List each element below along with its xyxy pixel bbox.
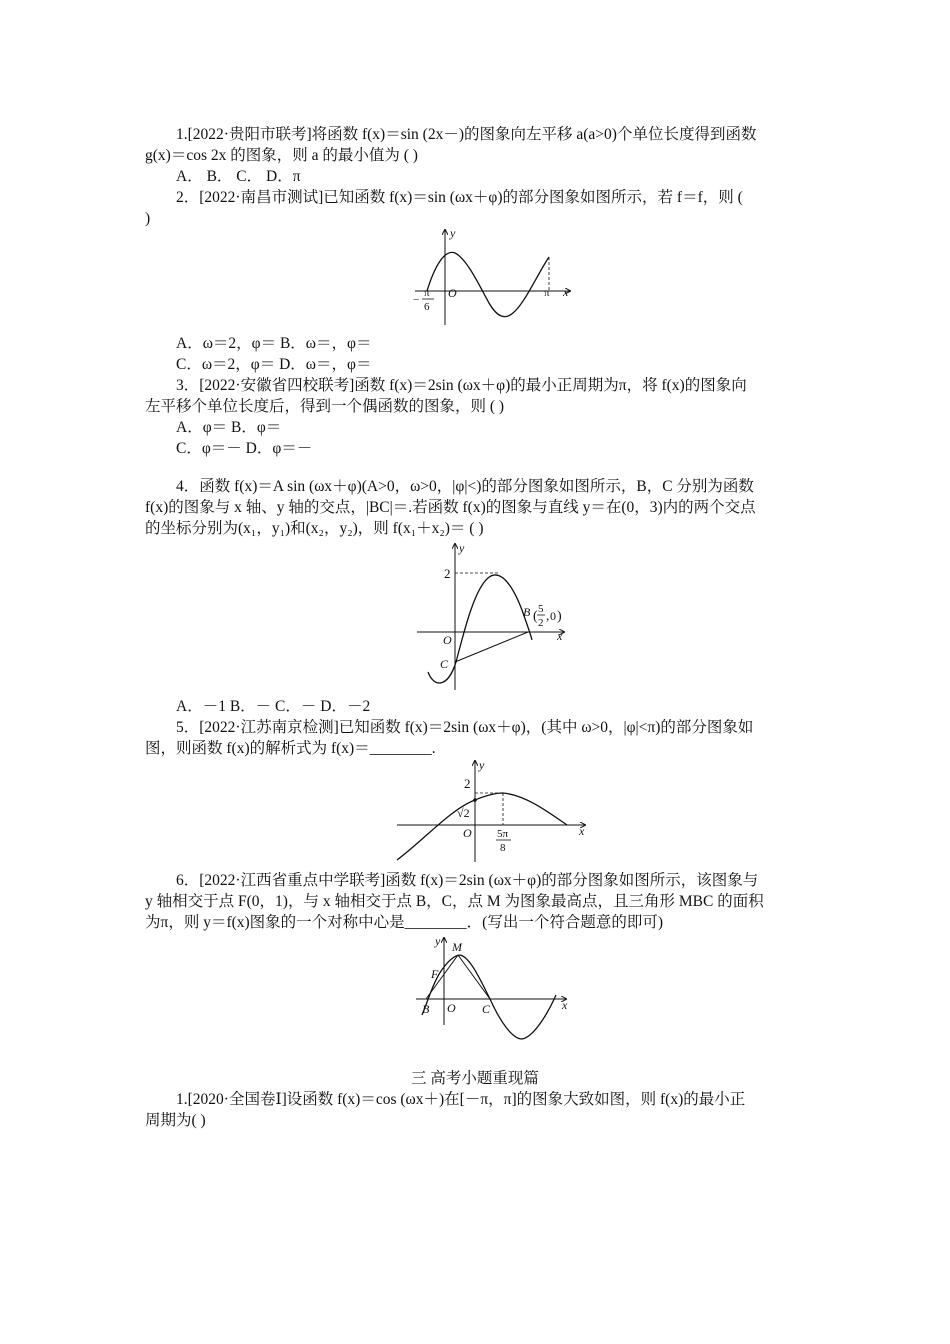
q6-figure: [414, 935, 574, 1047]
q4-b-num: 5: [538, 603, 544, 615]
q2-figure: [405, 225, 585, 330]
svg-text:(: (: [533, 609, 538, 624]
q3-options-ab: A．φ＝ B．φ＝: [176, 419, 282, 436]
q5-two: 2: [464, 776, 471, 791]
q4-two: 2: [444, 566, 451, 581]
q4-b-zero: 0: [550, 609, 556, 623]
q2-y-label: y: [450, 226, 456, 240]
q5-origin: O: [463, 826, 472, 840]
svg-text:,: ,: [546, 608, 550, 623]
q4-segment-bc: [455, 632, 528, 662]
q4-b-label: B: [523, 605, 531, 619]
q7-line2: 周期为( ): [145, 1112, 206, 1129]
q5-root2: √2: [457, 806, 470, 820]
q2-minus: −: [413, 294, 420, 306]
q2-x-label: x: [563, 285, 569, 299]
q6-line1: 6．[2022·江西省重点中学联考]函数 f(x)＝2sin (ωx＋φ)的部分图象如图所示，该图象与: [176, 872, 759, 889]
q5-num: 5π: [497, 828, 509, 840]
q2-line1: 2．[2022·南昌市测试]已知函数 f(x)＝sin (ωx＋φ)的部分图象如图所示，若 f＝f，则 (: [176, 189, 743, 206]
q6-line3: 为π，则 y＝f(x)图象的一个对称中心是________．(写出一个符合题意的即可): [145, 914, 664, 931]
q5-den: 8: [500, 842, 506, 854]
q2-line2: ): [145, 210, 151, 227]
q4-c-label: C: [440, 657, 449, 671]
q2-options-ab: A．ω＝2，φ＝ B．ω＝，φ＝: [176, 335, 372, 352]
q1-line1: 1.[2022·贵阳市联考]将函数 f(x)＝sin (2x－)的图象向左平移 a(a>0)个单位长度得到函数: [176, 126, 757, 143]
q6-origin: O: [447, 1001, 456, 1015]
q4-line2: f(x)的图象与 x 轴、y 轴的交点，|BC|＝.若函数 f(x)的图象与直线 y＝在(0，3)内的两个交点: [145, 499, 756, 516]
q6-y-label: y: [435, 934, 441, 948]
q6-f-label: F: [431, 967, 439, 981]
q3-options-cd: C．φ＝－ D．φ＝－: [176, 440, 313, 457]
q6-c-label: C: [482, 1002, 491, 1016]
q4-line3: 的坐标分别为(x₁，y₁)和(x₂，y₂)，则 f(x₁＋x₂)＝ ( ): [145, 520, 484, 537]
q6-b-label: B: [422, 1002, 430, 1016]
q1-line2: g(x)＝cos 2x 的图象，则 a 的最小值为 ( ): [145, 147, 418, 164]
q2-pi: π: [544, 287, 550, 299]
q5-figure: [395, 757, 595, 867]
svg-text:): ): [557, 609, 562, 624]
q4-b-den: 2: [538, 617, 544, 629]
q5-curve: [397, 793, 567, 860]
q2-six: 6: [424, 301, 430, 313]
q5-x-label: x: [579, 824, 585, 838]
q1-options: A． B． C． D．π: [176, 168, 301, 185]
q7-line1: 1.[2020·全国卷Ⅰ]设函数 f(x)＝cos (ωx＋)在[－π，π]的图象大致如图，则 f(x)的最小正: [176, 1091, 746, 1108]
q6-m-label: M: [452, 940, 462, 954]
q4-options: A．－1 B．－ C．－ D．－2: [176, 698, 371, 715]
q3-line2: 左平移个单位长度后，得到一个偶函数的图象，则 ( ): [145, 398, 505, 415]
q5-line1: 5．[2022·江苏南京检测]已知函数 f(x)＝2sin (ωx＋φ)，(其中 ω>0，|φ|<π)的部分图象如: [176, 719, 754, 736]
q5-line2: 图，则函数 f(x)的解析式为 f(x)＝________.: [145, 740, 436, 757]
q2-origin: O: [448, 286, 457, 300]
q6-line2: y 轴相交于点 F(0，1)，与 x 轴相交于点 B，C，点 M 为图象最高点，且三角形 MBC 的面积: [145, 893, 764, 910]
q6-x-label: x: [562, 998, 568, 1012]
q2-neg-pi: π: [424, 287, 430, 299]
q3-line1: 3．[2022·安徽省四校联考]函数 f(x)＝2sin (ωx＋φ)的最小正周期为π，将 f(x)的图象向: [176, 377, 747, 394]
q2-options-cd: C．ω＝2，φ＝ D．ω＝，φ＝: [176, 356, 372, 373]
section-title: 三 高考小题重现篇: [411, 1070, 539, 1087]
q4-y-label: y: [459, 541, 465, 555]
q6-triangle-mc: [458, 955, 490, 999]
q4-origin: O: [443, 633, 452, 647]
q4-line1: 4．函数 f(x)＝A sin (ωx＋φ)(A>0，ω>0，|φ|<)的部分图象如图所示，B，C 分别为函数: [176, 478, 754, 495]
q4-figure: [412, 540, 572, 692]
q5-y-label: y: [479, 758, 485, 772]
q4-x-label: x: [557, 629, 563, 643]
